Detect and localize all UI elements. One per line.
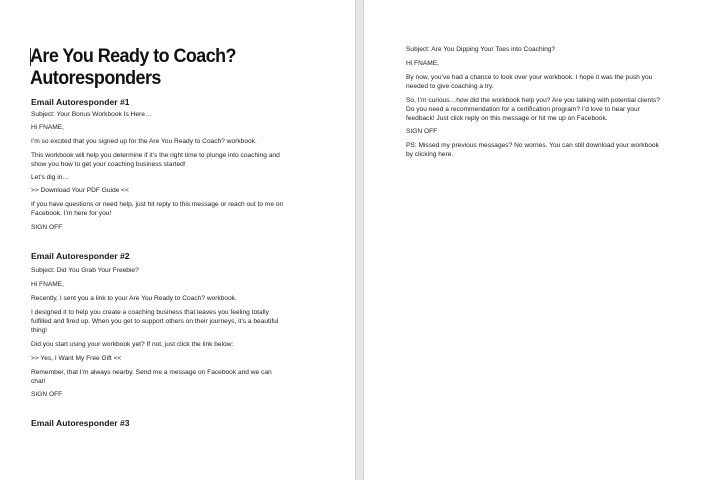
email-1-paragraph-2: This workbook will help you determine if it’s the right time to plunge into coaching and show you how to get your coaching business started! (31, 152, 280, 168)
email-1-paragraph-1: I’m so excited that you signed up for the Are You Ready to Coach? workbook. (31, 138, 257, 145)
email-1-download-link[interactable]: >> Download Your PDF Guide << (31, 187, 129, 194)
email-1-greeting: Hi FNAME, (31, 124, 64, 131)
email-3-paragraph-2: So, I’m curious…how did the workbook help you? Are you talking with potential clients? Do you need a recommendation for a certification program? I’d love to hear your feedback! Just click reply on this message or hit me up on Facebook. (406, 97, 660, 122)
email-2-paragraph-1: Recently, I sent you a link to your Are You Ready to Coach? workbook. (31, 295, 237, 302)
email-3-postscript: PS: Missed my previous messages? No worries. You can still download your workbook by clicking here. (406, 142, 659, 158)
email-2-heading: Email Autoresponder #2 (31, 251, 130, 261)
email-3-subject: Subject: Are You Dipping Your Toes into Coaching? (406, 46, 556, 53)
email-2-paragraph-4: Remember, that I’m always nearby. Send me a message on Facebook and we can chat! (31, 369, 272, 385)
email-2-signoff: SIGN OFF (31, 391, 63, 398)
email-1-signoff: SIGN OFF (31, 224, 63, 231)
document-page-1 (0, 0, 355, 480)
email-3-signoff: SIGN OFF (406, 128, 438, 135)
email-2-paragraph-3: Did you start using your workbook yet? If not, just click the link below: (31, 341, 234, 348)
email-1-subject: Subject: Your Bonus Workbook Is Here… (31, 111, 152, 118)
email-1-paragraph-3: Let’s dig in… (31, 174, 69, 181)
document-page-2 (364, 0, 720, 480)
email-3-paragraph-1: By now, you’ve had a chance to look over your workbook. I hope it was the push you needed to give coaching a try. (406, 74, 653, 90)
email-1-paragraph-4: If you have questions or need help, just hit reply to this message or reach out to me on Facebook. I’m here for you! (31, 201, 284, 217)
title-line-1: Are You Ready to Coach? (30, 45, 236, 67)
email-1-heading: Email Autoresponder #1 (31, 97, 130, 107)
email-2-gift-link[interactable]: >> Yes, I Want My Free Gift << (31, 355, 122, 362)
email-3-greeting: Hi FNAME, (406, 60, 439, 67)
title-line-2: Autoresponders (30, 67, 161, 89)
email-2-subject: Subject: Did You Grab Your Freebie? (31, 267, 139, 274)
document-title (30, 45, 306, 89)
email-2-greeting: Hi FNAME, (31, 281, 64, 288)
email-3-heading: Email Autoresponder #3 (31, 418, 130, 428)
email-2-paragraph-2: I designed it to help you create a coaching business that leaves you feeling totally fulfilled and fired up. When you get to support others on their journeys, it’s a beautiful thing! (31, 309, 279, 334)
